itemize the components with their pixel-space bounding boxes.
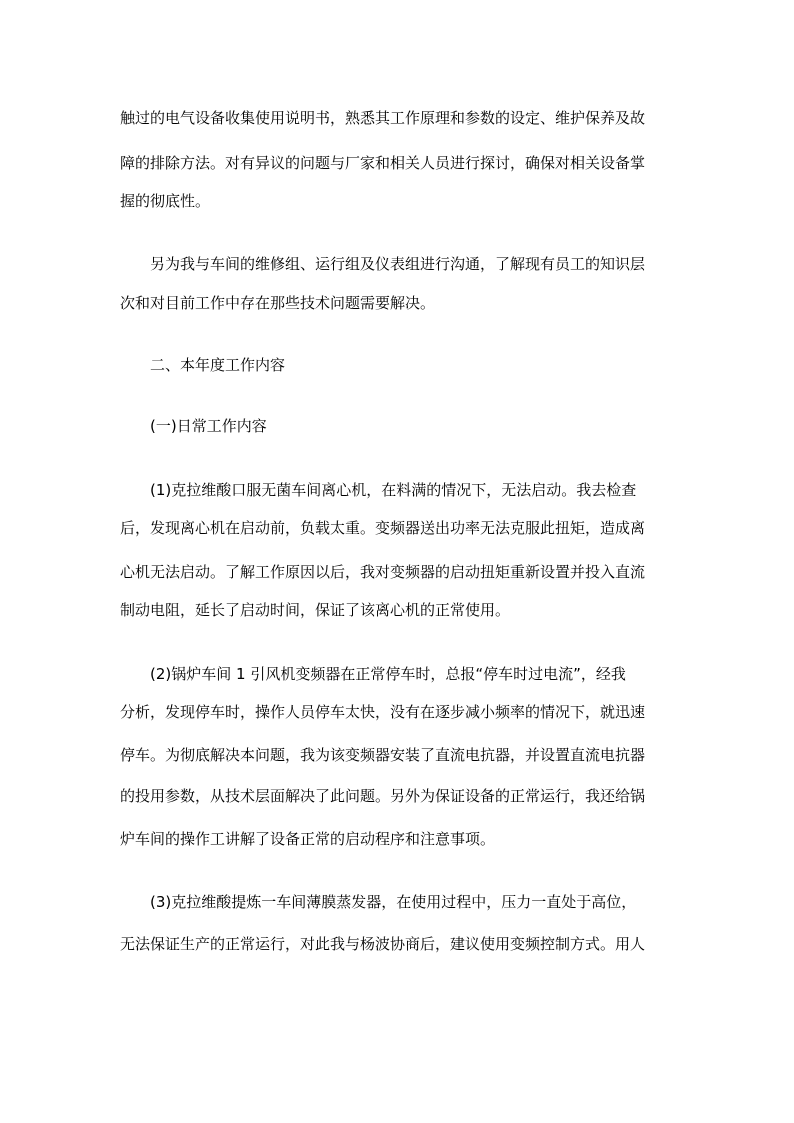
text-line: 另为我与车间的维修组、运行组及仪表组进行沟通，了解现有员工的知识层	[150, 255, 646, 273]
text-line: 触过的电气设备收集使用说明书，熟悉其工作原理和参数的设定、维护保养及故	[120, 109, 646, 127]
text-line: 无法保证生产的正常运行，对此我与杨波协商后，建议使用变频控制方式。用人	[120, 935, 646, 953]
text-line: 后，发现离心机在启动前，负载太重。变频器送出功率无法克服此扭矩，造成离	[120, 519, 646, 537]
text-line: 停车。为彻底解决本问题，我为该变频器安装了直流电抗器，并设置直流电抗器	[120, 746, 646, 764]
text-line: 障的排除方法。对有异议的问题与厂家和相关人员进行探讨，确保对相关设备掌	[120, 154, 646, 172]
text-line: (2)锅炉车间 1 引风机变频器在正常停车时，总报“停车时过电流”，经我	[150, 665, 626, 683]
text-line: 的投用参数，从技术层面解决了此问题。另外为保证设备的正常运行，我还给锅	[120, 787, 646, 805]
text-line: 次和对目前工作中存在那些技术问题需要解决。	[120, 294, 436, 312]
text-line: 制动电阻，延长了启动时间，保证了该离心机的正常使用。	[120, 601, 511, 619]
text-line: 心机无法启动。了解工作原因以后，我对变频器的启动扭矩重新设置并投入直流	[120, 563, 646, 581]
subsection-heading: (一)日常工作内容	[150, 417, 267, 435]
text-line: (3)克拉维酸提炼一车间薄膜蒸发器，在使用过程中，压力一直处于高位，	[150, 893, 637, 911]
section-heading: 二、本年度工作内容	[150, 356, 286, 374]
text-line: (1)克拉维酸口服无菌车间离心机，在料满的情况下，无法启动。我去检查	[150, 481, 637, 499]
text-line: 分析，发现停车时，操作人员停车太快，没有在逐步减小频率的情况下，就迅速	[120, 703, 646, 721]
text-line: 握的彻底性。	[120, 192, 211, 210]
text-line: 炉车间的操作工讲解了设备正常的启动程序和注意事项。	[120, 830, 496, 848]
